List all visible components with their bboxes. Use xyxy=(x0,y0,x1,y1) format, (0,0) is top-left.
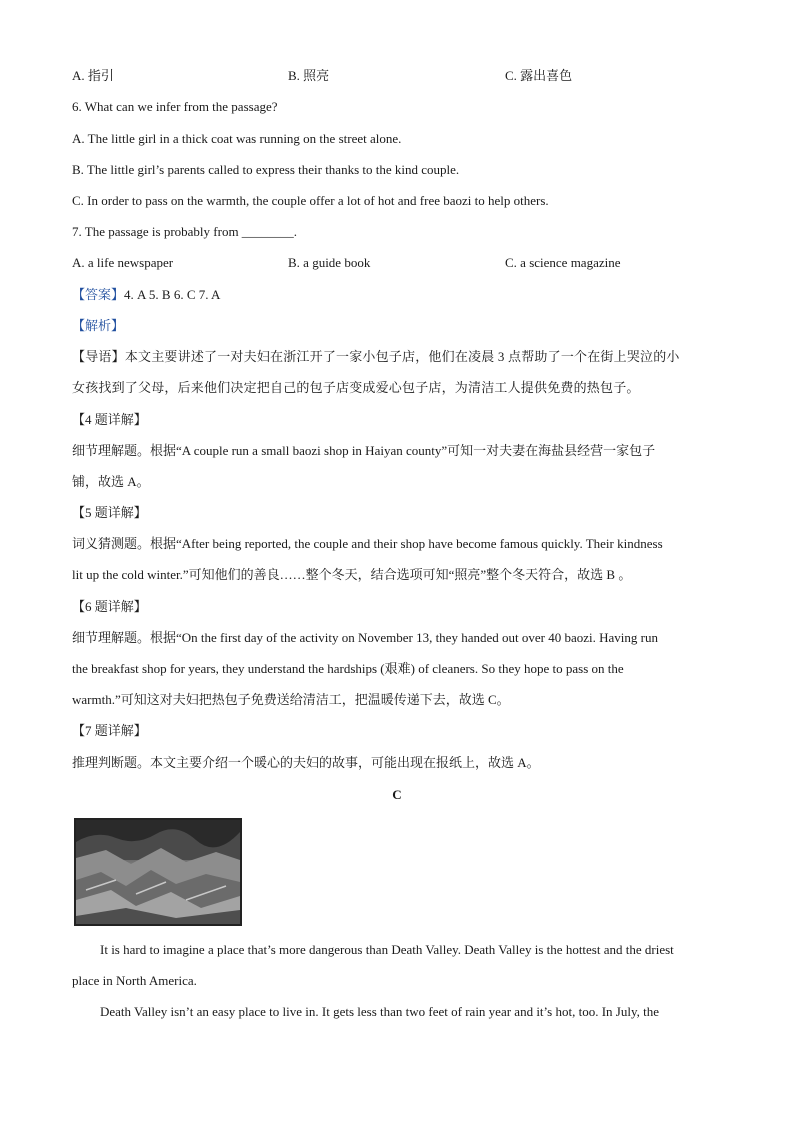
q7-option-b: B. a guide book xyxy=(288,255,371,270)
analysis-label: 【解析】 xyxy=(72,318,125,333)
q6-question: 6. What can we infer from the passage? xyxy=(72,99,278,114)
intro-text-1: 本文主要讲述了一对夫妇在浙江开了一家小包子店，他们在凌晨 3 点帮助了一个在街上哭泣的小 xyxy=(124,349,680,364)
q7-options-row xyxy=(72,254,732,272)
detail-5-label: 【5 题详解】 xyxy=(72,505,147,520)
q6-option-a: A. The little girl in a thick coat was running on the street alone. xyxy=(72,131,402,146)
intro-label: 【导语】 xyxy=(72,349,125,364)
mountain-landscape-icon xyxy=(76,820,240,924)
detail-6-line-2: the breakfast shop for years, they understand the hardships (艰难) of cleaners. So they hope to pass on the xyxy=(72,661,624,676)
detail-6-line-3: warmth.”可知这对夫妇把热包子免费送给清洁工，把温暖传递下去，故选 C。 xyxy=(72,692,510,707)
detail-5-line-1: 词义猜测题。根据“After being reported, the couple and their shop have become famous quickly. Their kindness xyxy=(72,536,663,551)
q6-option-b: B. The little girl’s parents called to express their thanks to the kind couple. xyxy=(72,162,460,177)
death-valley-photo xyxy=(74,818,242,926)
passage-p1-line-2: place in North America. xyxy=(72,973,197,988)
detail-4-label: 【4 题详解】 xyxy=(72,412,147,427)
detail-4-line-2: 铺，故选 A。 xyxy=(72,474,150,489)
q7-option-c: C. a science magazine xyxy=(505,255,621,270)
q5-option-c: C. 露出喜色 xyxy=(505,68,573,83)
detail-4-line-1: 细节理解题。根据“A couple run a small baozi shop in Haiyan county”可知一对夫妻在海盐县经营一家包子 xyxy=(72,443,656,458)
q5-option-b: B. 照亮 xyxy=(288,68,330,83)
detail-6-line-1: 细节理解题。根据“On the first day of the activity on November 13, they handed out over 40 baozi. Having run xyxy=(72,630,658,645)
q6-option-c: C. In order to pass on the warmth, the couple offer a lot of hot and free baozi to help others. xyxy=(72,193,549,208)
detail-7-line-1: 推理判断题。本文主要介绍一个暖心的夫妇的故事，可能出现在报纸上，故选 A。 xyxy=(72,755,540,770)
passage-p2-line-1: Death Valley isn’t an easy place to live in. It gets less than two feet of rain year and it’s hot, too. In July, the xyxy=(100,1004,659,1019)
detail-7-label: 【7 题详解】 xyxy=(72,723,147,738)
section-heading: C xyxy=(392,787,402,802)
answer-line xyxy=(72,286,220,304)
detail-6-label: 【6 题详解】 xyxy=(72,599,147,614)
q5-option-a: A. 指引 xyxy=(72,68,114,83)
q7-option-a: A. a life newspaper xyxy=(72,255,174,270)
detail-5-line-2: lit up the cold winter.”可知他们的善良……整个冬天，结合选项可知“照亮”整个冬天符合，故选 B 。 xyxy=(72,567,632,582)
passage-p1-line-1: It is hard to imagine a place that’s more dangerous than Death Valley. Death Valley is the hottest and the driest xyxy=(100,942,674,957)
answer-label: 【答案】 xyxy=(72,287,125,302)
q7-question: 7. The passage is probably from ________. xyxy=(72,224,298,239)
intro-line-1 xyxy=(72,348,680,366)
intro-line-2: 女孩找到了父母，后来他们决定把自己的包子店变成爱心包子店，为清洁工人提供免费的热包子。 xyxy=(72,380,640,395)
answer-text: 4. A 5. B 6. C 7. A xyxy=(124,287,221,302)
q5-options-row xyxy=(72,67,732,85)
